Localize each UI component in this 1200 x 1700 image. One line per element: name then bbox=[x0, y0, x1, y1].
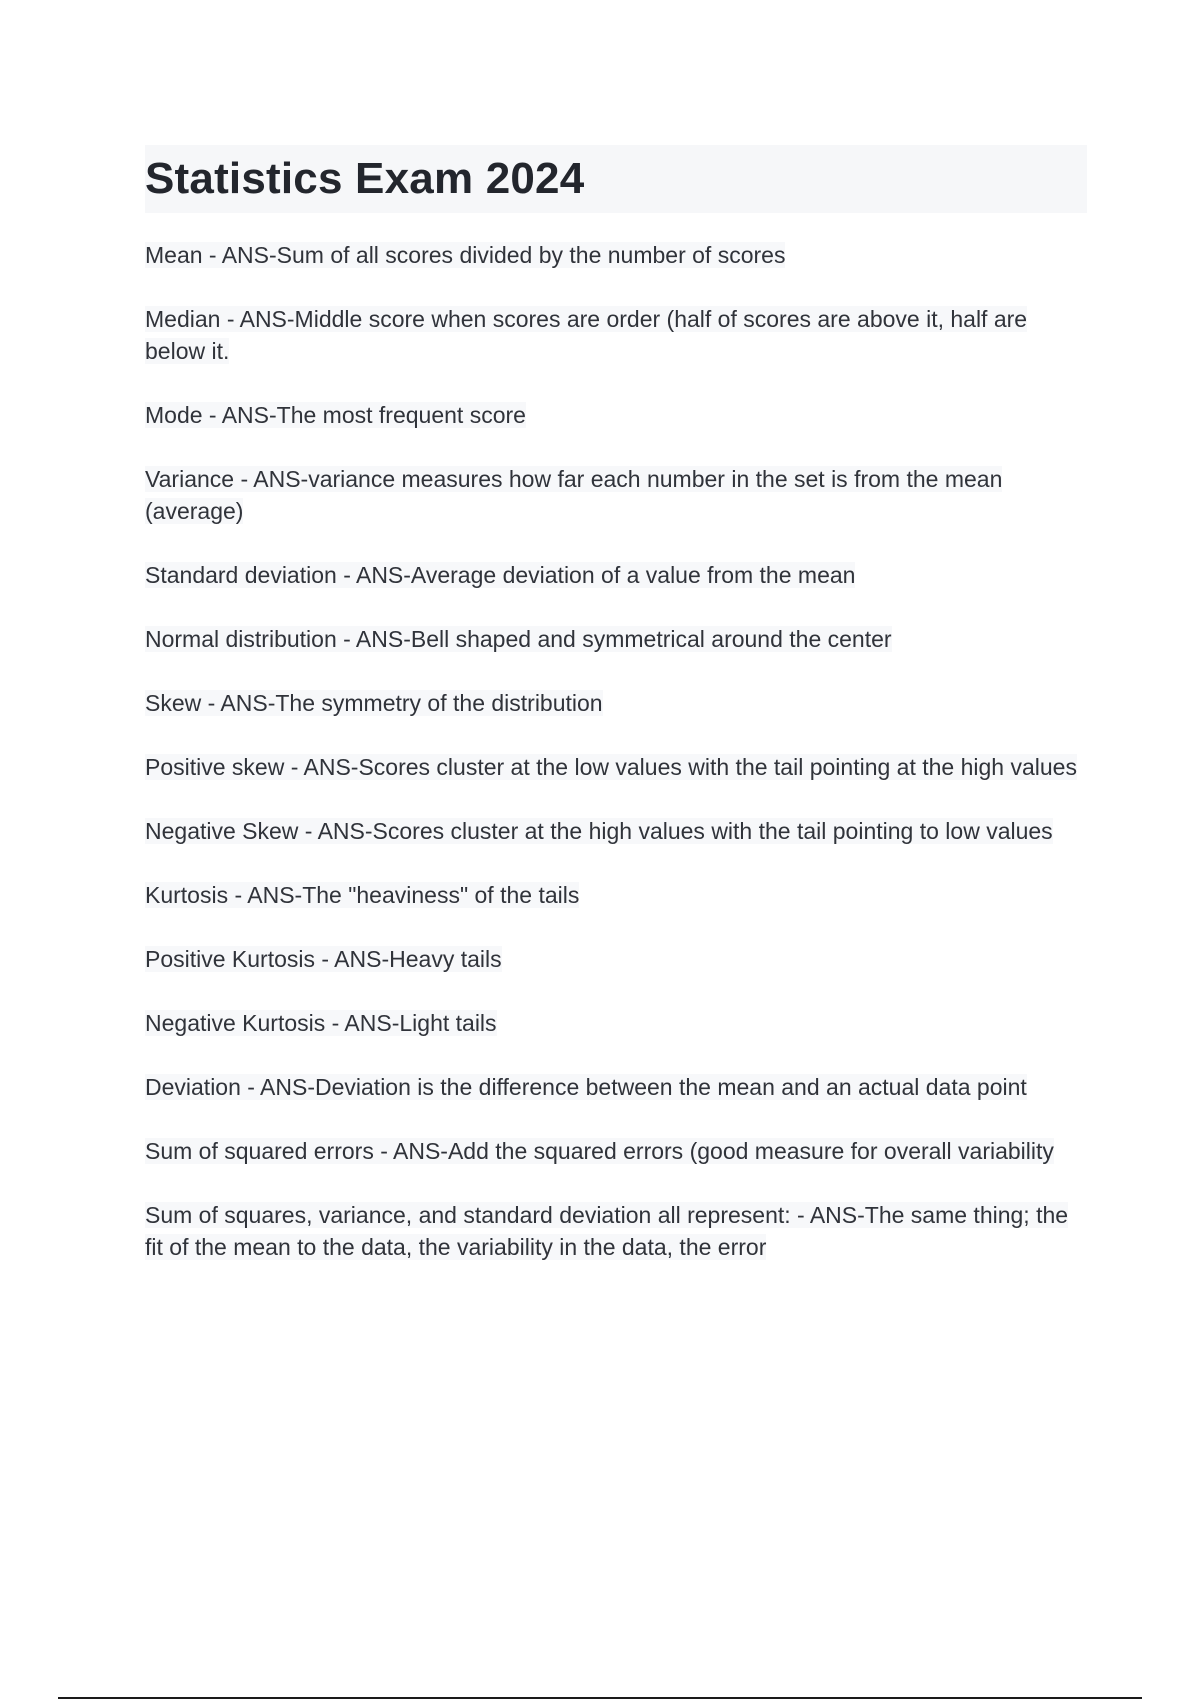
list-item bbox=[145, 879, 1087, 911]
list-item bbox=[145, 751, 1087, 783]
list-item bbox=[145, 815, 1087, 847]
list-item bbox=[145, 1007, 1087, 1039]
list-item bbox=[145, 463, 1087, 527]
footer-divider bbox=[58, 1697, 1142, 1699]
document-page bbox=[145, 145, 1087, 1295]
list-item bbox=[145, 623, 1087, 655]
entry-text: Positive Kurtosis - ANS-Heavy tails bbox=[145, 946, 502, 972]
list-item bbox=[145, 943, 1087, 975]
entry-text: Variance - ANS-variance measures how far each number in the set is from the mean (average) bbox=[145, 466, 1003, 524]
entry-text: Sum of squares, variance, and standard deviation all represent: - ANS-The same thing; the fit of the mean to the data, the variability in the data, the error bbox=[145, 1202, 1069, 1260]
entry-text: Negative Kurtosis - ANS-Light tails bbox=[145, 1010, 497, 1036]
list-item bbox=[145, 1199, 1087, 1263]
entry-text: Deviation - ANS-Deviation is the difference between the mean and an actual data point bbox=[145, 1074, 1027, 1100]
entry-text: Positive skew - ANS-Scores cluster at the low values with the tail pointing at the high values bbox=[145, 754, 1077, 780]
list-item bbox=[145, 303, 1087, 367]
entry-text: Standard deviation - ANS-Average deviation of a value from the mean bbox=[145, 562, 856, 588]
page-title: Statistics Exam 2024 bbox=[145, 154, 585, 203]
entry-text: Mode - ANS-The most frequent score bbox=[145, 402, 526, 428]
entry-text: Normal distribution - ANS-Bell shaped and symmetrical around the center bbox=[145, 626, 892, 652]
entry-text: Mean - ANS-Sum of all scores divided by the number of scores bbox=[145, 242, 786, 268]
list-item bbox=[145, 559, 1087, 591]
list-item bbox=[145, 687, 1087, 719]
list-item bbox=[145, 399, 1087, 431]
entry-text: Skew - ANS-The symmetry of the distribution bbox=[145, 690, 603, 716]
entry-text: Median - ANS-Middle score when scores are order (half of scores are above it, half are below it. bbox=[145, 306, 1028, 364]
entry-text: Negative Skew - ANS-Scores cluster at the high values with the tail pointing to low values bbox=[145, 818, 1053, 844]
list-item bbox=[145, 239, 1087, 271]
list-item bbox=[145, 1135, 1087, 1167]
title-bar bbox=[145, 145, 1087, 213]
list-item bbox=[145, 1071, 1087, 1103]
entry-text: Sum of squared errors - ANS-Add the squared errors (good measure for overall variability bbox=[145, 1138, 1054, 1164]
entry-text: Kurtosis - ANS-The "heaviness" of the tails bbox=[145, 882, 580, 908]
entry-list bbox=[145, 239, 1087, 1263]
